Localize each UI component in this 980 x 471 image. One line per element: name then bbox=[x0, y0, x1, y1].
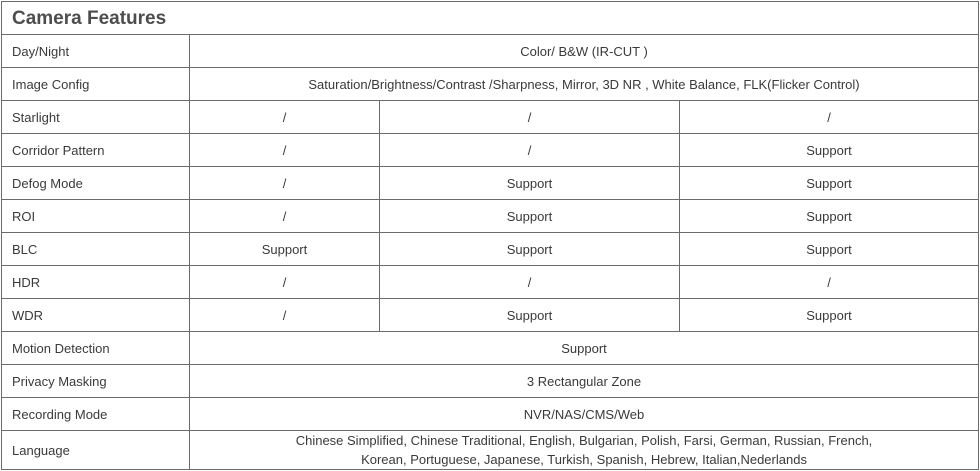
row-label: HDR bbox=[2, 266, 190, 299]
language-line: Korean, Portuguese, Japanese, Turkish, Spanish, Hebrew, Italian,Nederlands bbox=[361, 452, 807, 467]
row-value: Support bbox=[680, 233, 979, 266]
row-value: Support bbox=[680, 134, 979, 167]
row-label: Recording Mode bbox=[2, 398, 190, 431]
table-row bbox=[2, 101, 979, 134]
row-value: / bbox=[380, 266, 680, 299]
row-label: Motion Detection bbox=[2, 332, 190, 365]
row-value: / bbox=[190, 101, 380, 134]
row-value: / bbox=[380, 101, 680, 134]
table-row bbox=[2, 398, 979, 431]
row-label: ROI bbox=[2, 200, 190, 233]
table-row bbox=[2, 167, 979, 200]
row-value: Support bbox=[380, 299, 680, 332]
row-label: BLC bbox=[2, 233, 190, 266]
row-value: Support bbox=[380, 167, 680, 200]
table-row bbox=[2, 233, 979, 266]
row-label: Privacy Masking bbox=[2, 365, 190, 398]
row-value: / bbox=[190, 134, 380, 167]
row-value: / bbox=[190, 266, 380, 299]
table-row bbox=[2, 68, 979, 101]
table-row bbox=[2, 299, 979, 332]
row-value: Support bbox=[680, 167, 979, 200]
row-value: Support bbox=[680, 299, 979, 332]
row-label: Day/Night bbox=[2, 35, 190, 68]
row-value: / bbox=[680, 101, 979, 134]
camera-features-table bbox=[1, 1, 979, 470]
row-value: Support bbox=[380, 200, 680, 233]
row-label: Starlight bbox=[2, 101, 190, 134]
row-value: / bbox=[190, 299, 380, 332]
row-value: Support bbox=[190, 332, 979, 365]
table-row bbox=[2, 431, 979, 470]
row-value: / bbox=[190, 167, 380, 200]
row-label: Corridor Pattern bbox=[2, 134, 190, 167]
table-title-row bbox=[2, 2, 979, 35]
row-label: Defog Mode bbox=[2, 167, 190, 200]
row-value: 3 Rectangular Zone bbox=[190, 365, 979, 398]
table-row bbox=[2, 266, 979, 299]
table-title: Camera Features bbox=[2, 2, 979, 35]
table-row bbox=[2, 332, 979, 365]
row-value: / bbox=[380, 134, 680, 167]
table-row bbox=[2, 365, 979, 398]
row-label: Language bbox=[2, 431, 190, 470]
row-value: Support bbox=[680, 200, 979, 233]
table-row bbox=[2, 134, 979, 167]
row-label: WDR bbox=[2, 299, 190, 332]
row-value: NVR/NAS/CMS/Web bbox=[190, 398, 979, 431]
row-value: Support bbox=[380, 233, 680, 266]
row-value: Saturation/Brightness/Contrast /Sharpness, Mirror, 3D NR , White Balance, FLK(Flicker Control) bbox=[190, 68, 979, 101]
language-line: Chinese Simplified, Chinese Traditional, English, Bulgarian, Polish, Farsi, German, Russian, French, bbox=[295, 433, 873, 448]
table-row bbox=[2, 35, 979, 68]
row-value: Color/ B&W (IR-CUT ) bbox=[190, 35, 979, 68]
table-row bbox=[2, 200, 979, 233]
row-value: Support bbox=[190, 233, 380, 266]
row-value: / bbox=[190, 200, 380, 233]
row-label: Image Config bbox=[2, 68, 190, 101]
row-value-language bbox=[190, 431, 979, 470]
row-value: / bbox=[680, 266, 979, 299]
